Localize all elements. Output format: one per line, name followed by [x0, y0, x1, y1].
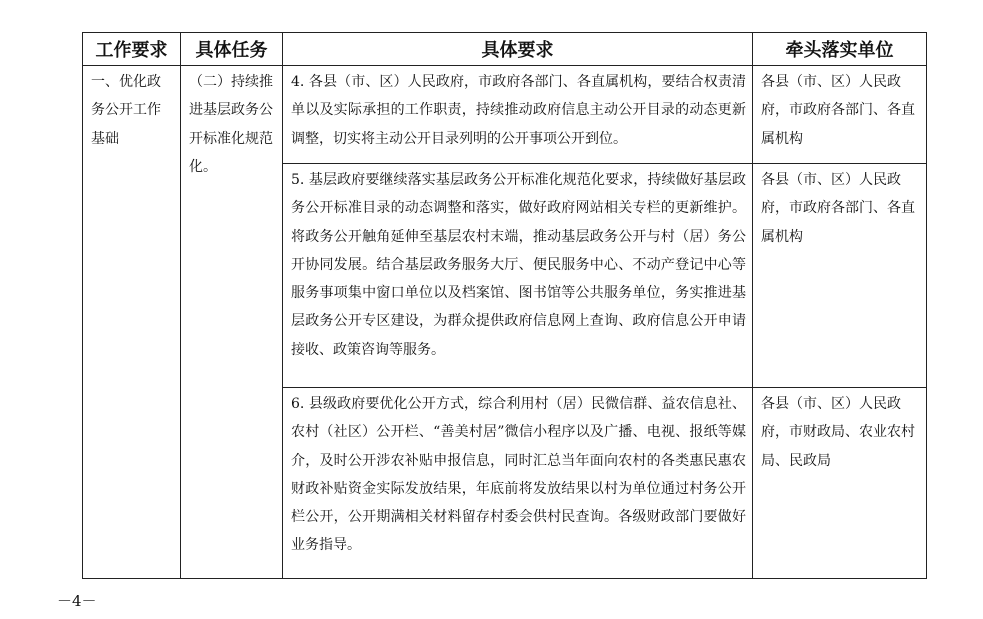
- table-row: [83, 66, 927, 164]
- page-number: －4－: [57, 592, 97, 610]
- task-cell: （二）持续推进基层政务公开标准化规范化。: [181, 66, 283, 579]
- header-specific-task: 具体任务: [181, 33, 283, 66]
- category-cell: 一、优化政务公开工作基础: [83, 66, 181, 579]
- unit-cell: 各县（市、区）人民政府，市政府各部门、各直属机构: [753, 66, 927, 164]
- header-lead-unit: 牵头落实单位: [753, 33, 927, 66]
- requirement-cell: 5. 基层政府要继续落实基层政务公开标准化规范化要求，持续做好基层政务公开标准目录的动态调整和落实，做好政府网站相关专栏的更新维护。将政务公开触角延伸至基层农村末端，推动基层政务公开与村（居）务公开协同发展。结合基层政务服务大厅、便民服务中心、不动产登记中心等服务事项集中窗口单位以及档案馆、图书馆等公共服务单位，务实推进基层政务公开专区建设，为群众提供政府信息网上查询、政府信息公开申请接收、政策咨询等服务。: [283, 164, 753, 388]
- header-work-requirement: 工作要求: [83, 33, 181, 66]
- requirements-table: [82, 32, 927, 579]
- header-row: [83, 33, 927, 66]
- unit-cell: 各县（市、区）人民政府，市政府各部门、各直属机构: [753, 164, 927, 388]
- requirement-cell: 4. 各县（市、区）人民政府，市政府各部门、各直属机构，要结合权责清单以及实际承担的工作职责，持续推动政府信息主动公开目录的动态更新调整，切实将主动公开目录列明的公开事项公开到位。: [283, 66, 753, 164]
- header-specific-requirement: 具体要求: [283, 33, 753, 66]
- requirement-cell: 6. 县级政府要优化公开方式，综合利用村（居）民微信群、益农信息社、农村（社区）公开栏、“善美村居”微信小程序以及广播、电视、报纸等媒介，及时公开涉农补贴申报信息，同时汇总当年面向农村的各类惠民惠农财政补贴资金实际发放结果，年底前将发放结果以村为单位通过村务公开栏公开，公开期满相关材料留存村委会供村民查询。各级财政部门要做好业务指导。: [283, 388, 753, 579]
- unit-cell: 各县（市、区）人民政府，市财政局、农业农村局、民政局: [753, 388, 927, 579]
